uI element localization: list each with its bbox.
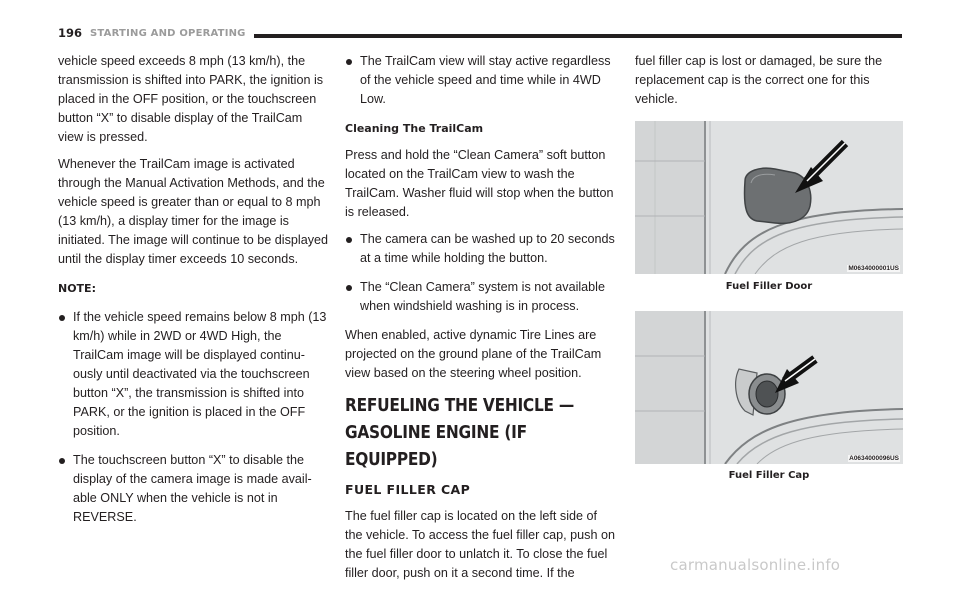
subheading-cleaning-trailcam: Cleaning The TrailCam xyxy=(345,122,484,135)
paragraph: When enabled, active dynamic Tire Lines are projected on the ground plane of the TrailCam view based on the steering wheel position. xyxy=(345,328,602,380)
bullet-item: The “Clean Camera” system is not available when windshield washing is in process. xyxy=(345,278,615,316)
column-2 xyxy=(345,52,615,591)
paragraph: fuel filler cap is lost or damaged, be sure the replacement cap is the correct one for this vehicle. xyxy=(635,54,883,106)
column-3 xyxy=(635,52,905,117)
note-bullets xyxy=(58,308,328,527)
page-number: 196 xyxy=(58,26,83,40)
fuel-filler-cap-image xyxy=(635,311,903,464)
bullet-item: The touchscreen button “X” to disable the display of the camera image is made avail-able ONLY when the vehicle is not in REVERSE. xyxy=(58,451,328,527)
figure-code: A0634000096US xyxy=(849,455,899,462)
column-1 xyxy=(58,52,328,537)
bullet-item: The camera can be washed up to 20 seconds at a time while holding the button. xyxy=(345,230,615,268)
section-title: STARTING AND OPERATING xyxy=(90,27,246,39)
watermark: carmanualsonline.info xyxy=(670,556,841,574)
paragraph: Whenever the TrailCam image is activated through the Manual Activation Methods, and the vehicle speed is greater than or equal to 8 mph (13 km/h), a display timer for the image is initiated. The image will continue to be displayed until the display timer exceeds 10 seconds. xyxy=(58,157,328,266)
fuel-filler-door-image xyxy=(635,121,903,274)
bullet-item: If the vehicle speed remains below 8 mph (13 km/h) while in 2WD or 4WD High, the TrailCam image will be displayed continu-ously until deactivated via the touchscreen button “X”, the transmission is shifted into PARK, or the ignition is placed in the OFF position. xyxy=(58,308,328,441)
header-rule xyxy=(254,34,902,38)
bullet-item: The TrailCam view will stay active regardless of the vehicle speed and time while in 4WD Low. xyxy=(345,52,615,109)
section-heading-refueling: REFUELING THE VEHICLE — GASOLINE ENGINE (IF EQUIPPED) xyxy=(345,396,575,470)
bullet-list-top xyxy=(345,52,615,109)
bullet-list-cleaning xyxy=(345,230,615,316)
paragraph: The fuel filler cap is located on the left side of the vehicle. To access the fuel filler cap, push on the fuel filler door to unlatch it. To close the fuel filler door, push on it a second time. If the xyxy=(345,509,615,580)
figure-caption: Fuel Filler Cap xyxy=(728,470,810,481)
figure-code: M0634000001US xyxy=(848,265,899,272)
paragraph: Press and hold the “Clean Camera” soft button located on the TrailCam view to wash the TrailCam. Washer fluid will stop when the button is released. xyxy=(345,148,614,219)
figure-caption: Fuel Filler Door xyxy=(725,281,813,292)
paragraph: vehicle speed exceeds 8 mph (13 km/h), the transmission is shifted into PARK, the ignition is placed in the OFF position, or the touchscreen button “X” to disable display of the TrailCam view is pressed. xyxy=(58,54,324,144)
page-header xyxy=(58,26,246,40)
subsection-heading-fuel-filler-cap: FUEL FILLER CAP xyxy=(345,482,471,497)
note-label: NOTE: xyxy=(58,282,96,295)
